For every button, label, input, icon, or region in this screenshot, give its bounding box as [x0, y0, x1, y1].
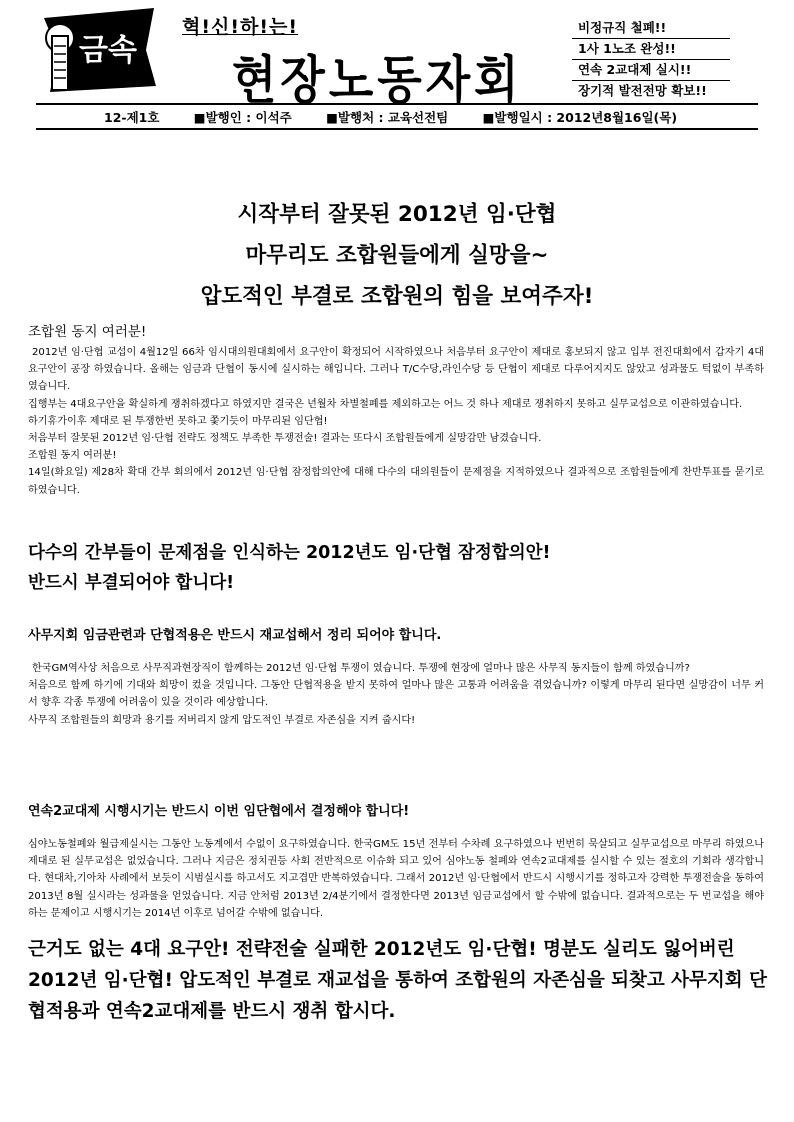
catchphrase: 혁!신!하!는!: [182, 16, 299, 38]
intro-text: 조합원 동지 여러분!: [28, 450, 117, 462]
headline-line: 시작부터 잘못된 2012년 임·단협: [237, 202, 557, 227]
section3-body: [28, 836, 764, 922]
headline: [0, 194, 794, 317]
press: ■발행처 : 교육선전팀: [326, 110, 449, 125]
section3-text: 심야노동철폐와 월급제실시는 그동안 노동계에서 수없이 요구하였습니다. 한국GM도 15년 전부터 수차례 요구하였으나 번번히 묵살되고 실무교섭으로 마무리 하였으나 제대로 된 실무교섭은 없었습니다. 그러나 지금은 정치권등 사회 전반적으로 이슈화 되고 있어 심야노동 철폐와 연속2교대제를 실시할 수 있는 절호의 기회라 생각합니다. 현대차,기아차 사례에서 보듯이 시범실시를 하고서도 지고겹만 반복하였습니다. 그래서 2012년 임·단협에서 반드시 시행시기를 정하고자 강력한 투쟁전술을 동하여 2013년 8월 실시라는 성과물을 얻었습니다. 지금 안처럼 2013년 2/4분기에서 결정한다면 2013년 임금교섭에서 할 수밖에 없습니다. 결과적으로는 두 번교섭을 해야하는 문제이고 시행시기는 2014년 이후로 넘어갈 수밖에 없습니다.: [28, 839, 764, 919]
issue-date: ■발행일시 : 2012년8월16일(목): [482, 110, 678, 125]
intro-text: 2012년 임·단협 교섭이 4월12일 66차 임시대의원대회에서 요구안이 확정되어 시작하였으나 처음부터 요구안이 제대로 홍보되지 않고 입부 전진대회에서 갑자기 4대 요구안이 공장 하였습니다. 올해는 임금과 단협이 동시에 실시하는 해입니다. 그러나 T/C수당,라인수당 등 단협이 제대로 다루어지지도 않았고 성과물도 턱없이 부족하였습니다.: [28, 347, 764, 393]
intro-text: 처음부터 잘못된 2012년 임·단협 전략도 정책도 부족한 투쟁전술! 결과는 또다시 조합원들에게 실망감만 남겼습니다.: [28, 433, 542, 445]
intro-text: 14일(화요일) 제28차 확대 간부 회의에서 2012년 임·단협 잠정합의안에 대해 다수의 대의원들이 문제점을 지적하였으나 결과적으로 조합원들에게 찬반투표를 묻기로 하였습니다.: [28, 467, 764, 496]
header-rule-top: [36, 103, 758, 105]
masthead-title: 현장노동자회: [232, 50, 523, 111]
closing-statement: 근거도 없는 4대 요구안! 전략전술 실패한 2012년도 임·단협! 명분도 실리도 잃어버린 2012년 임·단협! 압도적인 부결로 재교섭을 통하여 조합원의 자존심을 되찾고 사무지회 단협적용과 연속2교대제를 반드시 쟁취 합시다.: [28, 939, 767, 1022]
section2-text: 한국GM역사상 처음으로 사무직과현장직이 함께하는 2012년 임·단협 투쟁이 였습니다. 투쟁에 현장에 얼마나 많은 사무직 동지들이 함께 하였습니까?: [32, 663, 690, 674]
section2-heading: 사무지회 임금관련과 단협적용은 반드시 재교섭해서 정리 되어야 합니다.: [28, 628, 442, 643]
issue-info: [104, 108, 707, 126]
slogan-item: 연속 2교대제 실시!!: [572, 60, 730, 81]
section2-text: 처음으로 함께 하기에 기대와 희망이 컸을 것입니다. 그동안 단협적용을 받지 못하여 얼마나 많은 고통과 어려움을 겪었습니까? 이렇게 마무리 된다면 실망감이 너무 커서 향후 각종 투쟁에 어려움이 있을 것이라 예상합니다.: [28, 680, 764, 709]
slogan-item: 1사 1노조 완성!!: [572, 39, 730, 60]
section3-heading: 연속2교대제 시행시기는 반드시 이번 임단협에서 결정해야 합니다!: [28, 804, 410, 819]
slogan-item: 비정규직 철폐!!: [572, 18, 730, 39]
headline-line: 압도적인 부결로 조합원의 힘을 보여주자!: [200, 284, 594, 309]
section1-heading-line: 반드시 부결되어야 합니다!: [28, 573, 235, 593]
greeting: 조합원 동지 여러분!: [28, 324, 147, 340]
slogan-item: 장기적 발전전망 확보!!: [578, 83, 707, 98]
section2-body: [28, 660, 764, 729]
intro-text: 집행부는 4대요구안을 확실하게 쟁취하겠다고 하였지만 결국은 년월차 차별철폐를 제외하고는 어느 것 하나 제대로 쟁취하지 못하고 실무교섭으로 이관하였습니다.: [28, 398, 743, 410]
svg-text:금속: 금속: [79, 33, 137, 68]
section2-text: 사무직 조합원들의 희망과 용기를 저버리지 않게 압도적인 부결로 자존심을 지켜 줍시다!: [28, 714, 416, 726]
header-rule-bottom: [36, 128, 758, 130]
headline-line: 마무리도 조합원들에게 실망을~: [245, 243, 549, 268]
union-logo: [36, 6, 162, 94]
publisher: ■발행인 : 이석주: [193, 110, 292, 125]
slogan-box: [572, 18, 730, 101]
section1-heading: [28, 538, 551, 598]
section1-heading-line: 다수의 간부들이 문제점을 인식하는 2012년도 임·단협 잠정합의안!: [28, 543, 551, 563]
intro-text: 하기휴가이후 제대로 된 투쟁한번 못하고 쫓기듯이 마무리된 임단협!: [28, 415, 328, 427]
intro-paragraph: [28, 344, 764, 499]
issue-number: 12-제1호: [104, 110, 160, 125]
